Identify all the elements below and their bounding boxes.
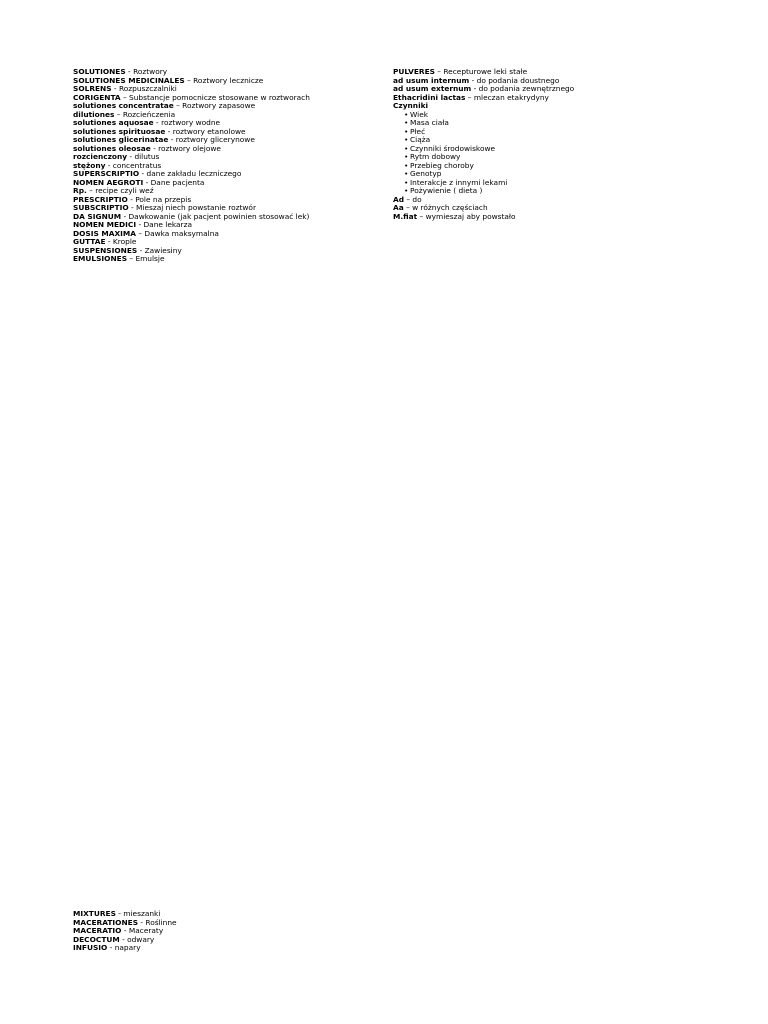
glossary-term: GUTTAE [73,237,106,246]
glossary-definition: dilutus [134,152,160,161]
factor-label: Płeć [410,126,426,136]
glossary-definition: mleczan etakrydyny [473,92,549,102]
glossary-separator: - [153,118,162,127]
glossary-definition: mieszanki [123,909,161,918]
glossary-separator: – [120,92,130,102]
glossary-term: NOMEN MEDICI [73,220,137,229]
bullet-icon: • [404,152,409,161]
glossary-term: PULVERES [393,67,435,76]
glossary-definition: Roślinne [145,917,177,927]
glossary-definition: roztwory wodne [161,118,221,127]
glossary-separator: - [469,75,477,85]
glossary-term: Ethacridini lactas [393,92,466,102]
bullet-icon: • [404,160,409,170]
glossary-term: ad usum externum [393,84,472,93]
factor-label: Przebieg choroby [410,160,474,170]
glossary-separator: - [150,143,159,153]
bullet-icon: • [404,135,409,144]
glossary-term: Rp. [73,186,87,195]
glossary-definition: Roztwory lecznicze [193,75,264,85]
glossary-term: INFUSIO [73,943,108,952]
glossary-separator: – [173,101,183,110]
factors-list [393,111,693,196]
bullet-icon: • [404,118,409,127]
glossary-separator: – [135,228,145,238]
glossary-separator: - [128,203,137,212]
glossary-separator: – [114,109,123,119]
glossary-term: solutiones spirituosae [73,126,166,136]
glossary-separator: – [417,211,426,221]
glossary-separator: - [168,135,176,144]
bullet-icon: • [404,177,409,187]
glossary-term: PRESCRIPTIO [73,194,128,204]
glossary-separator: - [119,934,128,944]
glossary-definition: Recepturowe leki stałe [443,67,528,76]
glossary-separator: - [115,909,124,918]
glossary-separator: - [139,169,147,178]
factor-label: Czynniki środowiskowe [410,143,496,153]
glossary-definition: do podania zewnętrznego [478,84,575,93]
glossary-definition: Zawiesiny [144,245,182,255]
glossary-separator: - [121,926,129,935]
glossary-term: NOMEN AEGROTI [73,177,144,187]
factor-item [404,187,693,196]
glossary-separator: - [111,84,119,93]
glossary-definition: roztwory olejowe [158,143,221,153]
glossary-term: SOLUTIONES MEDICINALES [73,75,185,85]
glossary-definition: roztwory etanolowe [172,126,246,136]
factor-label: Rytm dobowy [410,152,461,161]
glossary-term: stężony [73,160,106,170]
glossary-term: solutiones oleosae [73,143,151,153]
glossary-term: solutiones concentratae [73,101,174,110]
glossary-separator: – [404,194,413,204]
glossary-term: Aa [393,203,404,212]
glossary-definition: Dawkowanie (jak pacjent powinien stosować lek) [128,211,310,221]
glossary-definition: recipe czyli weź [95,186,154,195]
glossary-definition: Mieszaj niech powstanie roztwór [136,203,256,212]
glossary-definition: Substancje pomocnicze stosowane w roztworach [129,92,310,102]
glossary-definition: w różnych częściach [412,203,488,212]
factors-heading [393,102,693,111]
glossary-separator: – [86,186,96,195]
glossary-separator: - [138,917,146,927]
glossary-definition: do podania doustnego [476,75,560,85]
glossary-term: solutiones glicerinatae [73,135,169,144]
glossary-separator: - [137,245,145,255]
glossary-separator: - [127,152,135,161]
glossary-term: dilutiones [73,109,115,119]
glossary-term: SUSPENSIONES [73,245,138,255]
glossary-entry [73,944,373,953]
factor-item [404,162,693,171]
glossary-definition: roztwory glicerynowe [175,135,255,144]
glossary-definition: Krople [112,237,137,246]
factor-item [404,128,693,137]
glossary-term: solutiones aquosae [73,118,154,127]
glossary-definition: Rozpuszczalniki [118,84,177,93]
factor-label: Pożywienie ( dieta ) [410,186,483,195]
glossary-term: CORIGENTA [73,92,121,102]
glossary-definition: concentratus [112,160,162,170]
glossary-separator: - [107,943,115,952]
factor-label: Ciąża [410,135,431,144]
bullet-icon: • [404,186,409,195]
factor-label: Genotyp [410,169,442,178]
glossary-separator: - [143,177,151,187]
glossary-term: DA SIGNUM [73,211,122,221]
glossary-separator: - [125,67,134,76]
bullet-icon: • [404,169,409,178]
glossary-separator: - [105,237,113,246]
glossary-separator: – [403,203,413,212]
glossary-definition: Roztwory zapasowe [182,101,256,110]
right-bottom-entries [393,196,693,222]
glossary-term: ad usum internum [393,75,470,85]
glossary-separator: – [434,67,444,76]
glossary-separator: – [127,254,136,263]
glossary-separator: - [127,194,136,204]
bullet-icon: • [404,126,409,136]
factor-label: Masa ciała [410,118,449,127]
left-glossary-column [73,68,373,264]
glossary-term: SUPERSCRIPTIO [73,169,140,178]
glossary-term: MACERATIONES [73,917,139,927]
right-top-entries [393,68,693,102]
glossary-entry [393,213,693,222]
glossary-term: EMULSIONES [73,254,128,263]
glossary-definition: Dawka maksymalna [144,228,219,238]
glossary-separator: - [136,220,144,229]
factor-label: Wiek [410,109,429,119]
glossary-definition: Roztwory [133,67,168,76]
factors-heading-text: Czynniki [393,101,429,110]
glossary-term: SOLRENS [73,84,112,93]
glossary-separator: - [165,126,173,136]
glossary-term: SUBSCRIPTIO [73,203,129,212]
glossary-separator: – [465,92,474,102]
glossary-separator: - [471,84,479,93]
glossary-definition: Dane lekarza [143,220,192,229]
glossary-separator: - [121,211,129,221]
glossary-entry [73,255,373,264]
glossary-term: M.fiat [393,211,418,221]
glossary-definition: Emulsje [135,254,165,263]
glossary-term: MACERATIO [73,926,122,935]
glossary-term: MIXTURES [73,909,116,918]
factor-label: Interakcje z innymi lekami [410,177,508,187]
glossary-definition: do [412,194,422,204]
glossary-definition: napary [114,943,141,952]
glossary-term: Ad [393,194,405,204]
bullet-icon: • [404,143,409,153]
bottom-glossary-column [73,910,373,953]
glossary-definition: Rozcieńczenia [122,109,176,119]
glossary-term: rozcienczony [73,152,128,161]
glossary-definition: Dane pacjenta [150,177,205,187]
glossary-term: DOSIS MAXIMA [73,228,136,238]
bullet-icon: • [404,109,409,119]
glossary-entry [393,94,693,103]
glossary-separator: – [184,75,194,85]
glossary-separator: - [105,160,113,170]
factor-item [404,119,693,128]
glossary-term: SOLUTIONES [73,67,126,76]
glossary-definition: odwary [127,934,155,944]
glossary-term: DECOCTUM [73,934,120,944]
right-glossary-column [393,68,693,221]
glossary-definition: Maceraty [128,926,164,935]
glossary-definition: dane zakładu leczniczego [146,169,242,178]
glossary-definition: Pole na przepis [135,194,192,204]
glossary-definition: wymieszaj aby powstało [425,211,516,221]
